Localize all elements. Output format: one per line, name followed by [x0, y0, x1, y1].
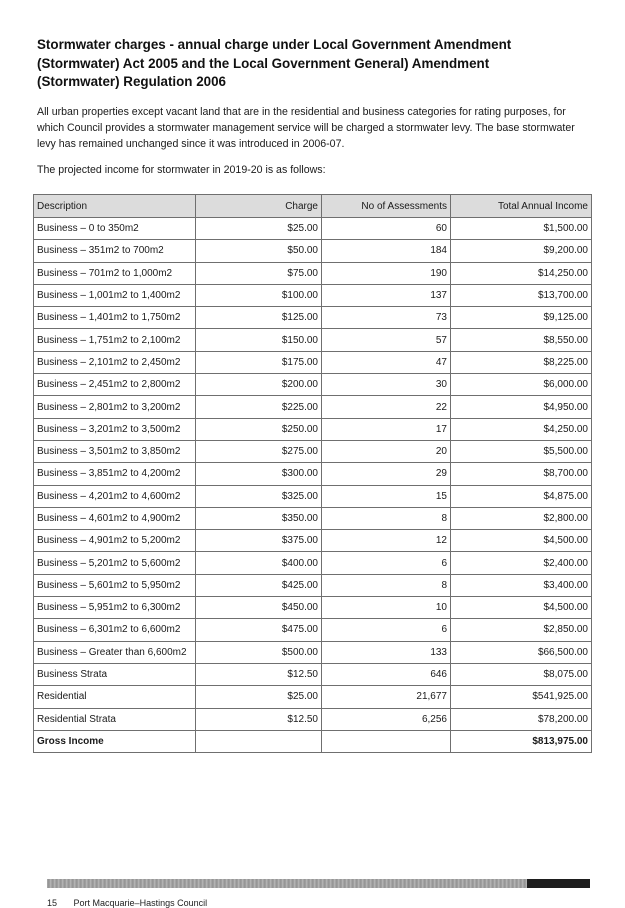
heading-line: (Stormwater) Regulation 2006	[37, 74, 226, 89]
cell-total-income: $1,500.00	[451, 218, 592, 240]
cell-assessments: 20	[322, 440, 451, 462]
cell-description: Business – 2,451m2 to 2,800m2	[34, 374, 196, 396]
intro-line: levy has remained unchanged since it was introduced in 2006-07.	[37, 138, 345, 150]
cell-total-income: $4,500.00	[451, 530, 592, 552]
total-label: Gross Income	[34, 730, 196, 752]
cell-description: Residential Strata	[34, 708, 196, 730]
cell-total-income: $8,550.00	[451, 329, 592, 351]
page-footer	[47, 898, 207, 908]
cell-total-income: $3,400.00	[451, 574, 592, 596]
heading-line: Stormwater charges - annual charge under Local Government Amendment	[37, 37, 512, 52]
header-description: Description	[34, 195, 196, 218]
heading-line: (Stormwater) Act 2005 and the Local Government General) Amendment	[37, 55, 490, 71]
cell-charge: $25.00	[196, 686, 322, 708]
cell-total-income: $2,400.00	[451, 552, 592, 574]
cell-description: Business – 0 to 350m2	[34, 218, 196, 240]
cell-description: Business – 4,201m2 to 4,600m2	[34, 485, 196, 507]
cell-description: Business – 2,801m2 to 3,200m2	[34, 396, 196, 418]
cell-charge: $50.00	[196, 240, 322, 262]
footer-bar-dark-segment	[527, 879, 590, 888]
cell-charge: $25.00	[196, 218, 322, 240]
cell-total-income: $6,000.00	[451, 374, 592, 396]
intro-line: which Council provides a stormwater management service will be charged a stormwater levy. The base stormwater	[37, 122, 575, 134]
cell-total-income: $5,500.00	[451, 440, 592, 462]
projected-income-text: The projected income for stormwater in 2019-20 is as follows:	[37, 164, 326, 176]
table-row	[34, 641, 592, 663]
stormwater-charges-table	[33, 194, 592, 753]
total-assessments	[322, 730, 451, 752]
cell-charge: $475.00	[196, 619, 322, 641]
total-income: $813,975.00	[451, 730, 592, 752]
cell-description: Business – Greater than 6,600m2	[34, 641, 196, 663]
cell-total-income: $8,075.00	[451, 663, 592, 685]
cell-description: Residential	[34, 686, 196, 708]
cell-assessments: 190	[322, 262, 451, 284]
cell-assessments: 133	[322, 641, 451, 663]
total-charge	[196, 730, 322, 752]
page-number: 15	[47, 898, 58, 908]
cell-description: Business – 701m2 to 1,000m2	[34, 262, 196, 284]
cell-assessments: 184	[322, 240, 451, 262]
footer-decorative-bar	[47, 879, 590, 888]
cell-charge: $350.00	[196, 507, 322, 529]
cell-total-income: $2,850.00	[451, 619, 592, 641]
cell-charge: $275.00	[196, 440, 322, 462]
cell-description: Business – 3,851m2 to 4,200m2	[34, 463, 196, 485]
cell-total-income: $4,950.00	[451, 396, 592, 418]
cell-assessments: 57	[322, 329, 451, 351]
cell-description: Business – 5,201m2 to 5,600m2	[34, 552, 196, 574]
cell-description: Business – 3,501m2 to 3,850m2	[34, 440, 196, 462]
cell-description: Business – 5,601m2 to 5,950m2	[34, 574, 196, 596]
cell-assessments: 8	[322, 507, 451, 529]
cell-charge: $250.00	[196, 418, 322, 440]
cell-total-income: $13,700.00	[451, 284, 592, 306]
table-header-row	[34, 195, 592, 218]
cell-total-income: $8,225.00	[451, 351, 592, 373]
cell-charge: $300.00	[196, 463, 322, 485]
cell-charge: $75.00	[196, 262, 322, 284]
table-row	[34, 418, 592, 440]
table-row	[34, 485, 592, 507]
cell-total-income: $9,200.00	[451, 240, 592, 262]
cell-description: Business – 6,301m2 to 6,600m2	[34, 619, 196, 641]
cell-total-income: $4,250.00	[451, 418, 592, 440]
cell-assessments: 30	[322, 374, 451, 396]
cell-charge: $175.00	[196, 351, 322, 373]
table-row	[34, 240, 592, 262]
cell-charge: $225.00	[196, 396, 322, 418]
cell-total-income: $78,200.00	[451, 708, 592, 730]
table-total-row	[34, 730, 592, 752]
table-row	[34, 663, 592, 685]
cell-assessments: 10	[322, 597, 451, 619]
cell-charge: $125.00	[196, 307, 322, 329]
table-row	[34, 396, 592, 418]
table-row	[34, 284, 592, 306]
header-assessments: No of Assessments	[322, 195, 451, 218]
cell-charge: $100.00	[196, 284, 322, 306]
cell-charge: $500.00	[196, 641, 322, 663]
cell-charge: $425.00	[196, 574, 322, 596]
header-charge: Charge	[196, 195, 322, 218]
cell-charge: $325.00	[196, 485, 322, 507]
cell-description: Business – 4,901m2 to 5,200m2	[34, 530, 196, 552]
cell-description: Business – 5,951m2 to 6,300m2	[34, 597, 196, 619]
cell-assessments: 21,677	[322, 686, 451, 708]
cell-assessments: 22	[322, 396, 451, 418]
cell-assessments: 29	[322, 463, 451, 485]
cell-assessments: 73	[322, 307, 451, 329]
table-row	[34, 574, 592, 596]
header-total-income: Total Annual Income	[451, 195, 592, 218]
cell-charge: $200.00	[196, 374, 322, 396]
table-row	[34, 552, 592, 574]
table-row	[34, 686, 592, 708]
cell-total-income: $66,500.00	[451, 641, 592, 663]
cell-assessments: 137	[322, 284, 451, 306]
table-row	[34, 218, 592, 240]
intro-line: All urban properties except vacant land that are in the residential and business categories for rating purposes, for	[37, 106, 566, 118]
cell-total-income: $541,925.00	[451, 686, 592, 708]
cell-assessments: 17	[322, 418, 451, 440]
table-row	[34, 307, 592, 329]
cell-description: Business Strata	[34, 663, 196, 685]
cell-assessments: 47	[322, 351, 451, 373]
cell-total-income: $14,250.00	[451, 262, 592, 284]
cell-total-income: $8,700.00	[451, 463, 592, 485]
intro-paragraph	[37, 104, 597, 152]
cell-description: Business – 3,201m2 to 3,500m2	[34, 418, 196, 440]
cell-total-income: $9,125.00	[451, 307, 592, 329]
cell-charge: $150.00	[196, 329, 322, 351]
table-row	[34, 597, 592, 619]
table-row	[34, 329, 592, 351]
cell-assessments: 12	[322, 530, 451, 552]
cell-description: Business – 2,101m2 to 2,450m2	[34, 351, 196, 373]
cell-total-income: $4,500.00	[451, 597, 592, 619]
table-row	[34, 440, 592, 462]
table-row	[34, 463, 592, 485]
cell-description: Business – 1,001m2 to 1,400m2	[34, 284, 196, 306]
table-row	[34, 507, 592, 529]
document-heading	[37, 36, 597, 92]
table-row	[34, 351, 592, 373]
table-row	[34, 262, 592, 284]
table-row	[34, 708, 592, 730]
cell-assessments: 60	[322, 218, 451, 240]
cell-assessments: 6	[322, 619, 451, 641]
cell-total-income: $2,800.00	[451, 507, 592, 529]
cell-total-income: $4,875.00	[451, 485, 592, 507]
cell-description: Business – 351m2 to 700m2	[34, 240, 196, 262]
cell-description: Business – 1,401m2 to 1,750m2	[34, 307, 196, 329]
cell-charge: $400.00	[196, 552, 322, 574]
cell-assessments: 8	[322, 574, 451, 596]
cell-charge: $450.00	[196, 597, 322, 619]
cell-charge: $12.50	[196, 708, 322, 730]
table-row	[34, 530, 592, 552]
table-row	[34, 374, 592, 396]
cell-description: Business – 1,751m2 to 2,100m2	[34, 329, 196, 351]
cell-assessments: 6,256	[322, 708, 451, 730]
cell-assessments: 646	[322, 663, 451, 685]
cell-assessments: 15	[322, 485, 451, 507]
table-row	[34, 619, 592, 641]
organisation-name: Port Macquarie–Hastings Council	[73, 898, 208, 908]
cell-description: Business – 4,601m2 to 4,900m2	[34, 507, 196, 529]
cell-charge: $12.50	[196, 663, 322, 685]
cell-charge: $375.00	[196, 530, 322, 552]
cell-assessments: 6	[322, 552, 451, 574]
